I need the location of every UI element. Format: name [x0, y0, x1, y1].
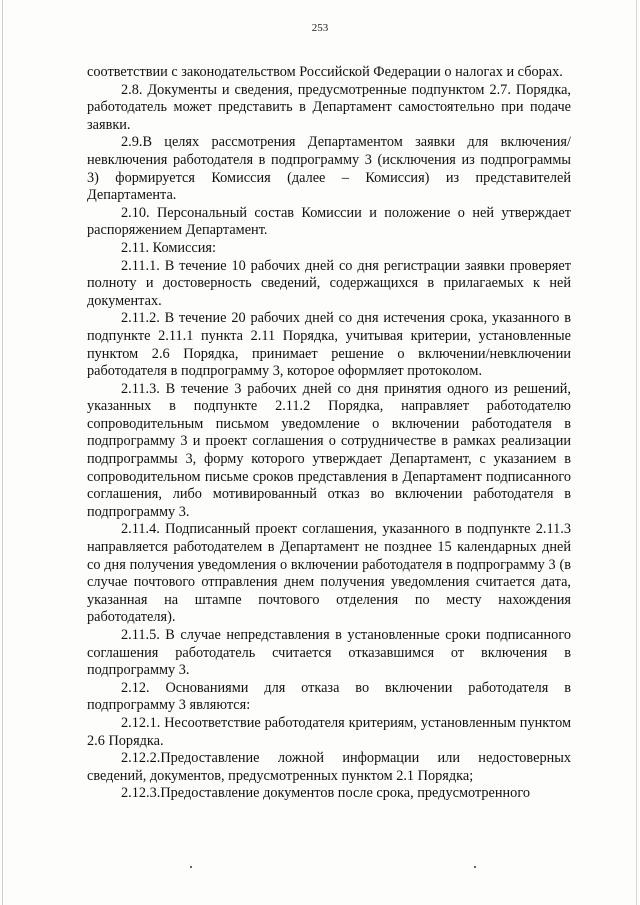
paragraph-2-9: 2.9.В целях рассмотрения Департаментом заявки для включения/невключения работодателя в подпрограмму 3 (исключения из подпрограммы 3) формируется Комиссия (далее – Комиссия) из представителей Департамента. [87, 134, 571, 204]
paragraph-2-12: 2.12. Основаниями для отказа во включении работодателя в подпрограмму 3 являются: [87, 679, 571, 714]
page-number: 253 [311, 22, 329, 34]
document-body [87, 64, 571, 803]
paragraph-2-11-3: 2.11.3. В течение 3 рабочих дней со дня принятия одного из решений, указанных в подпункте 2.11.2 Порядка, направляет работодателю сопроводительным письмом уведомление о включении работодателя в подпрограмму 3 и проект соглашения о сотрудничестве в рамках реализации подпрограммы 3, форму которого утверждает Департамент, с указанием в сопроводительном письме сроков представления в Департамент подписанного соглашения, либо мотивированный отказ во включении работодателя в подпрограмму 3. [87, 380, 571, 520]
paragraph-2-8: 2.8. Документы и сведения, предусмотренные подпунктом 2.7. Порядка, работодатель может представить в Департамент самостоятельно при подаче заявки. [87, 81, 571, 133]
scan-speck [190, 866, 192, 868]
paragraph-2-11-1: 2.11.1. В течение 10 рабочих дней со дня регистрации заявки проверяет полноту и достоверность сведений, содержащихся в прилагаемых к ней документах. [87, 257, 571, 309]
scan-speck [474, 866, 476, 868]
paragraph-2-10: 2.10. Персональный состав Комиссии и положение о ней утверждает распоряжением Департамент. [87, 204, 571, 239]
paragraph-2-11-5: 2.11.5. В случае непредставления в установленные сроки подписанного соглашения работодатель считается отказавшимся от включения в подпрограмму 3. [87, 627, 571, 679]
paragraph-cont: соответствии с законодательством Российской Федерации о налогах и сборах. [87, 64, 563, 80]
paragraph-2-12-2: 2.12.2.Предоставление ложной информации или недостоверных сведений, документов, предусмотренных пунктом 2.1 Порядка; [87, 750, 571, 784]
paragraph-2-11-4: 2.11.4. Подписанный проект соглашения, указанного в подпункте 2.11.3 направляется работодателем в Департамент не позднее 15 календарных дней со дня получения уведомления о включении работодателя в подпрограмму 3 (в случае почтового отправления днем получения уведомления считается дата, указанная на штампе почтового отделения по месту нахождения работодателя). [87, 521, 571, 626]
scan-edge-left [2, 0, 3, 905]
paragraph-2-12-1: 2.12.1. Несоответствие работодателя критериям, установленным пунктом 2.6 Порядка. [87, 714, 571, 749]
paragraph-2-11-2: 2.11.2. В течение 20 рабочих дней со дня истечения срока, указанного в подпункте 2.11.1 пункта 2.11 Порядка, учитывая критерии, установленные пунктом 2.6 Порядка, принимает решение о включении/невключении работодателя в подпрограмму 3, которое оформляет протоколом. [87, 310, 571, 380]
scan-edge-right [636, 0, 637, 905]
paragraph-2-12-3: 2.12.3.Предоставление документов после срока, предусмотренного [121, 785, 530, 802]
paragraph-2-11: 2.11. Комиссия: [121, 239, 216, 256]
